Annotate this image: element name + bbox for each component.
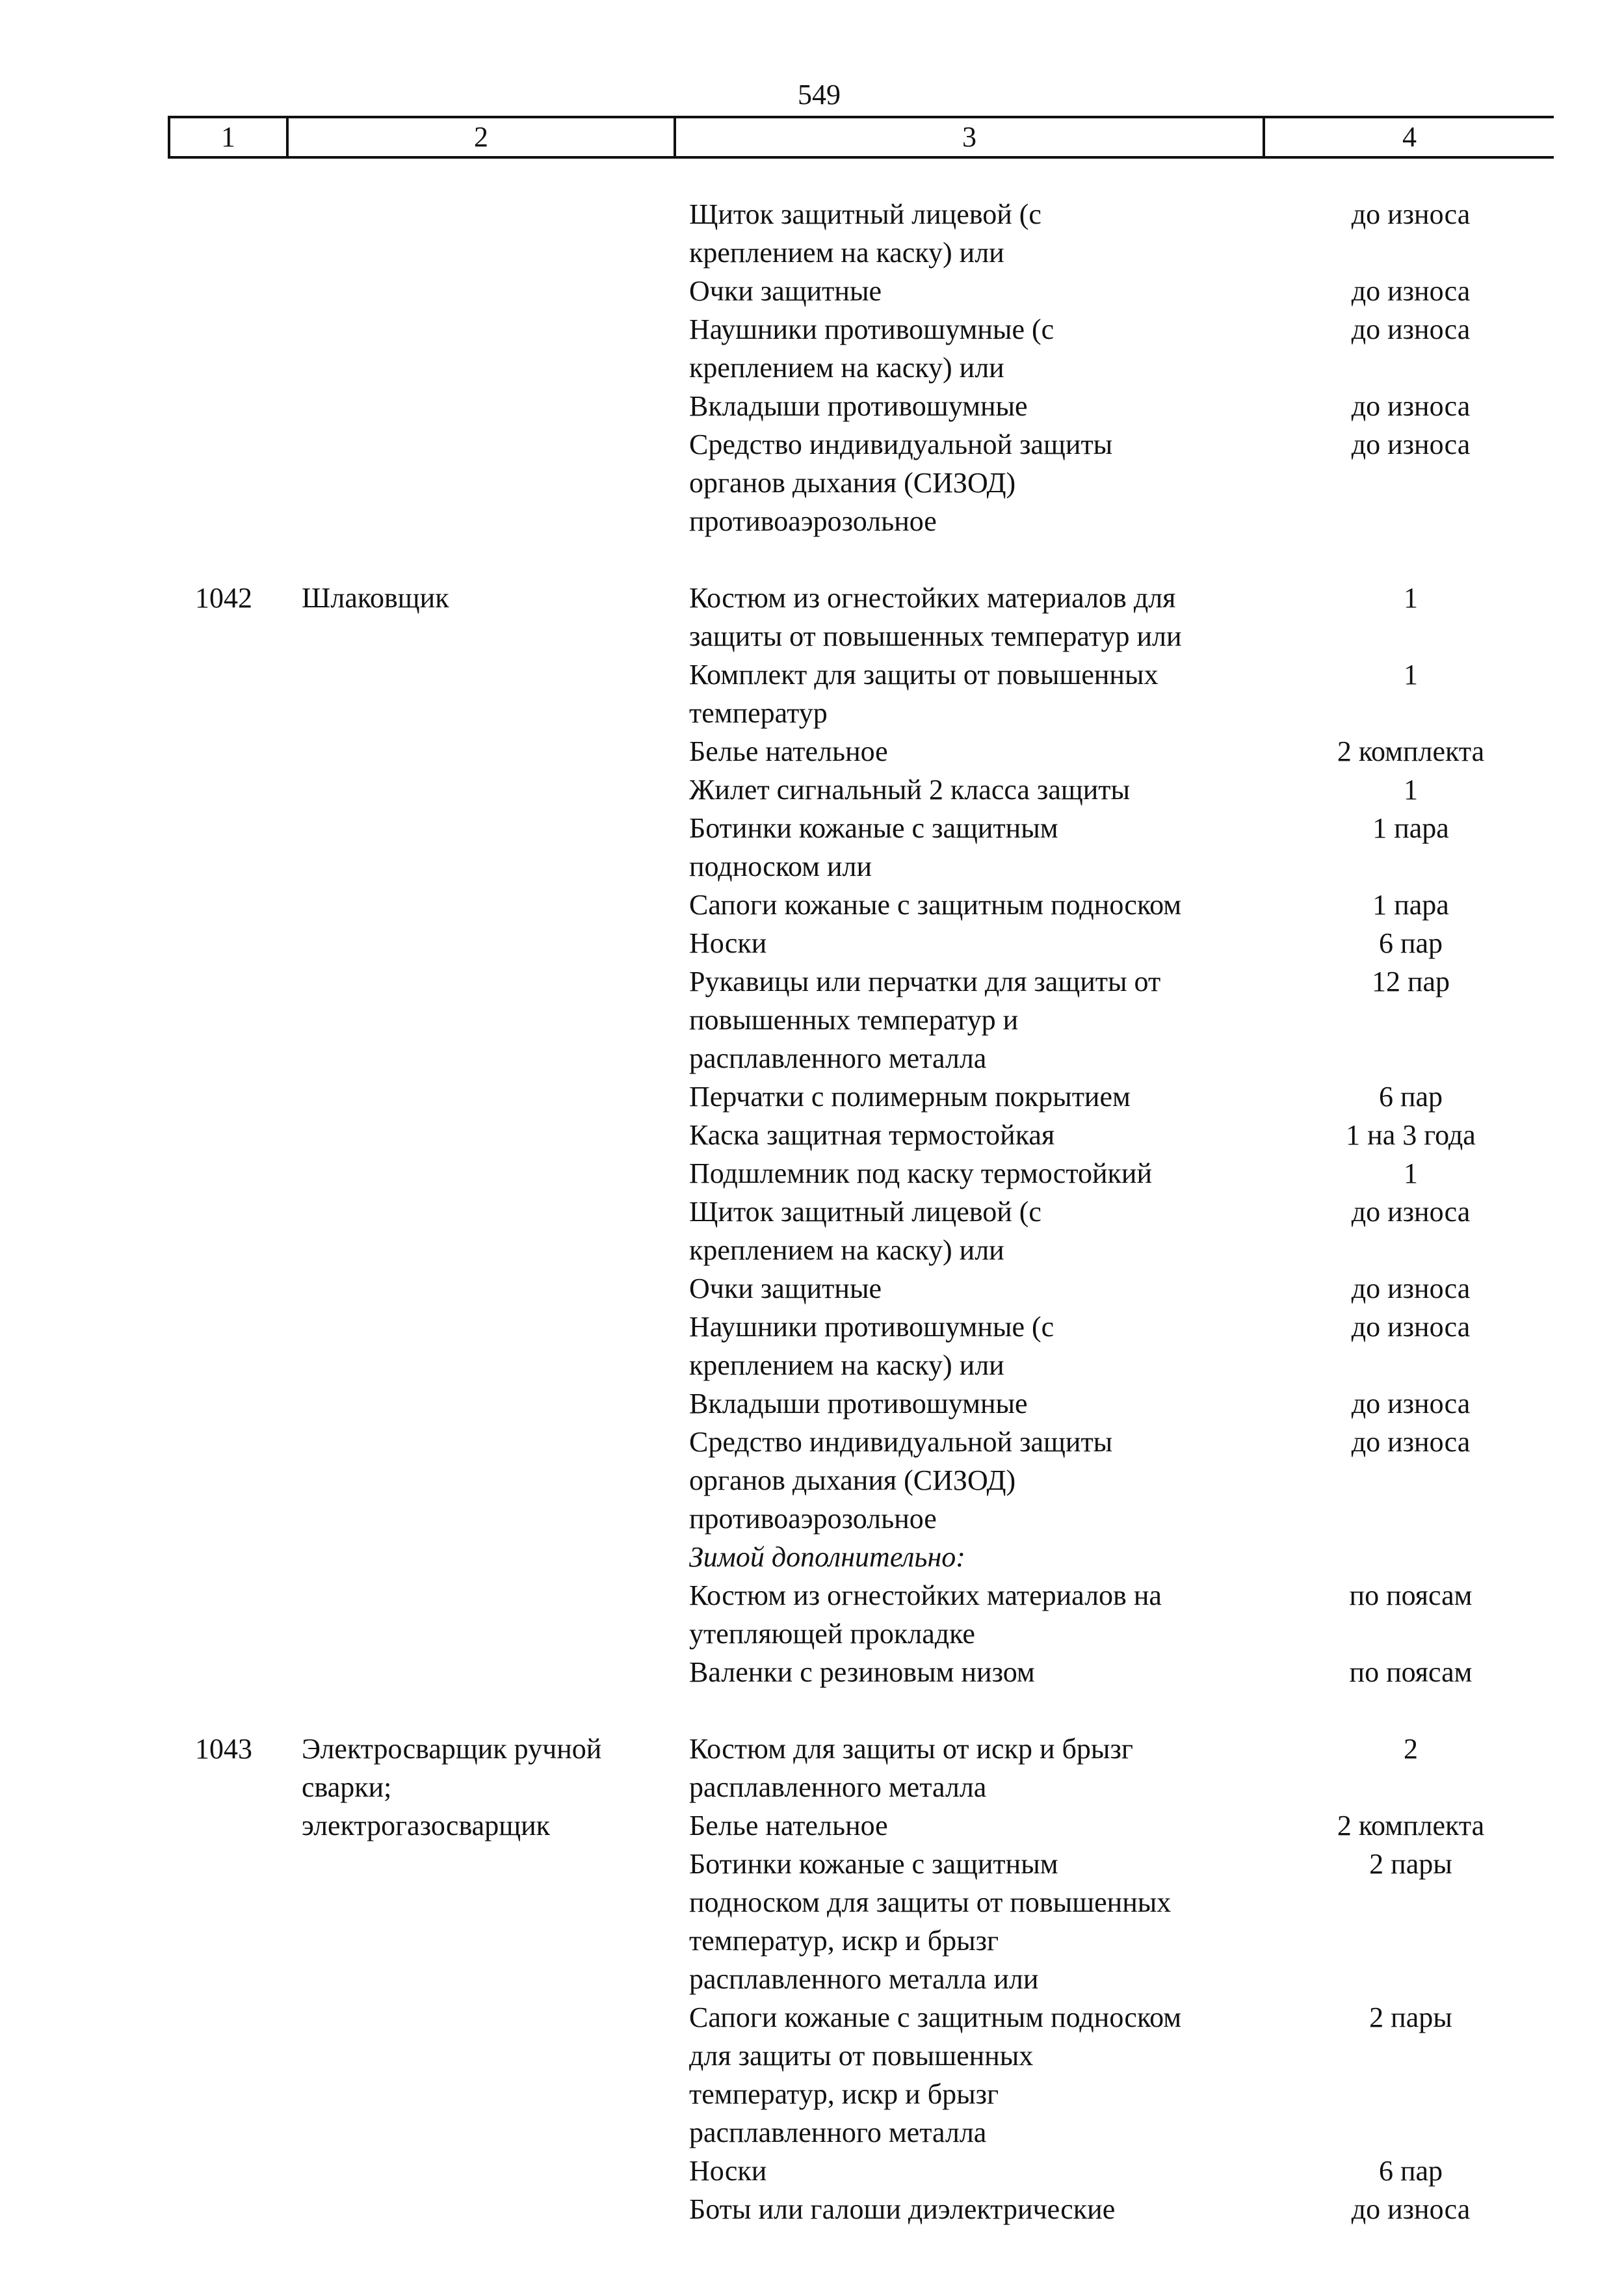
item-name-line: Ботинки кожаные с защитным — [689, 812, 1058, 844]
header-col-3: 3 — [962, 121, 976, 153]
item-name-line: Рукавицы или перчатки для защиты от — [689, 966, 1161, 997]
item-norm: до износа — [1351, 275, 1471, 307]
item-norm: 1 пара — [1372, 889, 1449, 921]
item-name-line: креплением на каску) или — [689, 352, 1004, 384]
item-norm: 6 пар — [1378, 1081, 1443, 1113]
header-col-4: 4 — [1402, 121, 1417, 153]
item-norm: до износа — [1351, 390, 1471, 422]
item-name-line: для защиты от повышенных — [689, 2040, 1034, 2072]
item-name-line: Перчатки с полимерным покрытием — [689, 1081, 1131, 1113]
item-norm: 6 пар — [1378, 2155, 1443, 2187]
item-name-line: температур — [689, 697, 828, 729]
header-col-1: 1 — [221, 121, 235, 153]
item-norm: 2 комплекта — [1337, 735, 1485, 767]
item-name-line: защиты от повышенных температур или — [689, 620, 1182, 652]
item-name-line: расплавленного металла или — [689, 1963, 1039, 1995]
item-name-line: температур, искр и брызг — [689, 2078, 999, 2110]
item-name-line: Щиток защитный лицевой (с — [689, 1196, 1041, 1228]
item-name-line: Зимой дополнительно: — [689, 1541, 965, 1573]
item-norm: до износа — [1351, 2193, 1471, 2225]
item-name-line: противоаэрозольное — [689, 1503, 937, 1535]
item-name-line: органов дыхания (СИЗОД) — [689, 1464, 1016, 1496]
item-norm: до износа — [1351, 1311, 1471, 1343]
item-name-line: Средство индивидуальной защиты — [689, 1426, 1113, 1458]
item-name-line: расплавленного металла — [689, 1771, 987, 1803]
item-name-line: Наушники противошумные (с — [689, 313, 1054, 345]
item-name-line: Вкладыши противошумные — [689, 390, 1028, 422]
item-name-line: повышенных температур и — [689, 1004, 1019, 1036]
item-name-line: Наушники противошумные (с — [689, 1311, 1054, 1343]
item-norm: 2 пары — [1369, 1848, 1452, 1880]
item-name-line: Валенки с резиновым низом — [689, 1656, 1035, 1688]
item-norm: до износа — [1351, 1196, 1471, 1228]
item-norm: до износа — [1351, 1388, 1471, 1419]
item-name-line: температур, искр и брызг — [689, 1925, 999, 1957]
item-norm: до износа — [1351, 429, 1471, 460]
item-norm: по поясам — [1349, 1579, 1473, 1611]
item-name-line: Вкладыши противошумные — [689, 1388, 1028, 1419]
item-name-line: Сапоги кожаные с защитным подноском — [689, 2001, 1182, 2033]
entry-number: 1043 — [195, 1733, 252, 1765]
profession-name-line: Электросварщик ручной — [302, 1733, 602, 1765]
item-name-line: Очки защитные — [689, 1273, 882, 1304]
item-name-line: Костюм из огнестойких материалов на — [689, 1579, 1162, 1611]
item-name-line: противоаэрозольное — [689, 505, 937, 537]
item-name-line: Каска защитная термостойкая — [689, 1119, 1055, 1151]
item-norm: до износа — [1351, 198, 1471, 230]
profession-name-line: сварки; — [302, 1771, 392, 1803]
item-norm: 1 — [1404, 582, 1418, 614]
item-norm: до износа — [1351, 1426, 1471, 1458]
item-name-line: Костюм для защиты от искр и брызг — [689, 1733, 1133, 1765]
item-name-line: расплавленного металла — [689, 1042, 987, 1074]
item-name-line: утепляющей прокладке — [689, 1618, 975, 1650]
item-name-line: Жилет сигнальный 2 класса защиты — [689, 774, 1131, 806]
item-norm: 1 — [1404, 774, 1418, 806]
item-norm: до износа — [1351, 313, 1471, 345]
item-name-line: Носки — [689, 2155, 767, 2187]
item-name-line: Очки защитные — [689, 275, 882, 307]
item-name-line: Белье нательное — [689, 735, 888, 767]
table-header — [170, 116, 1554, 159]
item-norm: 2 комплекта — [1337, 1810, 1485, 1841]
item-name-line: расплавленного металла — [689, 2117, 987, 2148]
item-norm: 12 пар — [1371, 966, 1450, 997]
item-name-line: Носки — [689, 927, 767, 959]
item-name-line: Комплект для защиты от повышенных — [689, 659, 1159, 691]
item-norm: 1 — [1404, 1157, 1418, 1189]
item-norm: 2 — [1404, 1733, 1418, 1765]
profession-name-line: электрогазосварщик — [302, 1810, 550, 1841]
entry-number: 1042 — [195, 582, 252, 614]
item-name-line: Сапоги кожаные с защитным подноском — [689, 889, 1182, 921]
item-norm: 2 пары — [1369, 2001, 1452, 2033]
item-name-line: Боты или галоши диэлектрические — [689, 2193, 1116, 2225]
item-norm: 1 на 3 года — [1346, 1119, 1476, 1151]
item-name-line: подноском или — [689, 851, 872, 882]
item-name-line: креплением на каску) или — [689, 237, 1004, 269]
item-name-line: Костюм из огнестойких материалов для — [689, 582, 1176, 614]
item-name-line: органов дыхания (СИЗОД) — [689, 467, 1016, 499]
profession-name-line: Шлаковщик — [302, 582, 449, 614]
header-col-2: 2 — [474, 121, 488, 153]
item-name-line: Средство индивидуальной защиты — [689, 429, 1113, 460]
item-name-line: креплением на каску) или — [689, 1349, 1004, 1381]
item-name-line: Ботинки кожаные с защитным — [689, 1848, 1058, 1880]
item-norm: 1 пара — [1372, 812, 1449, 844]
item-name-line: Белье нательное — [689, 1810, 888, 1841]
item-norm: по поясам — [1349, 1656, 1473, 1688]
item-name-line: Подшлемник под каску термостойкий — [689, 1157, 1152, 1189]
item-name-line: креплением на каску) или — [689, 1234, 1004, 1266]
item-norm: до износа — [1351, 1273, 1471, 1304]
item-norm: 6 пар — [1378, 927, 1443, 959]
page-number: 549 — [798, 79, 841, 111]
item-name-line: Щиток защитный лицевой (с — [689, 198, 1041, 230]
item-norm: 1 — [1404, 659, 1418, 691]
item-name-line: подноском для защиты от повышенных — [689, 1886, 1172, 1918]
